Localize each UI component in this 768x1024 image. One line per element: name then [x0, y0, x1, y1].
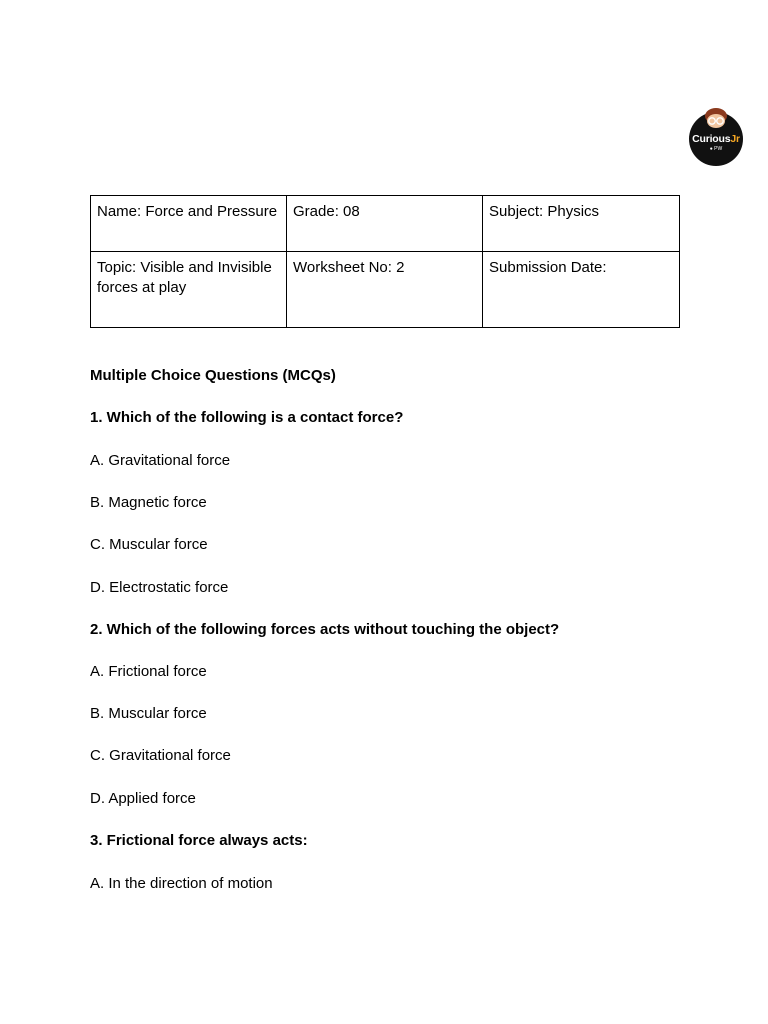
- submission-date-cell: Submission Date:: [483, 252, 680, 328]
- logo-wordmark: [686, 133, 746, 145]
- table-row: [91, 252, 680, 328]
- section-title: Multiple Choice Questions (MCQs): [90, 367, 336, 384]
- question-2: 2. Which of the following forces acts without touching the object?: [90, 621, 560, 638]
- q1-option-b: B. Magnetic force: [90, 494, 207, 511]
- q2-option-d: D. Applied force: [90, 790, 196, 807]
- logo-sub: ● PW: [709, 146, 723, 152]
- name-cell: Name: Force and Pressure: [91, 196, 287, 252]
- logo-brand-suffix: Jr: [730, 133, 740, 145]
- q2-option-a: A. Frictional force: [90, 663, 207, 680]
- q1-option-d: D. Electrostatic force: [90, 579, 229, 596]
- q2-option-b: B. Muscular force: [90, 705, 207, 722]
- question-1: 1. Which of the following is a contact force?: [90, 409, 404, 426]
- q1-option-a: A. Gravitational force: [90, 452, 231, 469]
- table-row: [91, 196, 680, 252]
- q3-option-a: A. In the direction of motion: [90, 875, 273, 892]
- grade-cell: Grade: 08: [287, 196, 483, 252]
- topic-cell: Topic: Visible and Invisible forces at play: [91, 252, 287, 328]
- q2-option-c: C. Gravitational force: [90, 747, 231, 764]
- curious-jr-logo: [686, 106, 746, 166]
- question-3: 3. Frictional force always acts:: [90, 832, 308, 849]
- logo-brand: Curious: [692, 133, 731, 145]
- subject-cell: Subject: Physics: [483, 196, 680, 252]
- worksheet-info-table: [90, 195, 680, 328]
- q1-option-c: C. Muscular force: [90, 536, 208, 553]
- worksheet-no-cell: Worksheet No: 2: [287, 252, 483, 328]
